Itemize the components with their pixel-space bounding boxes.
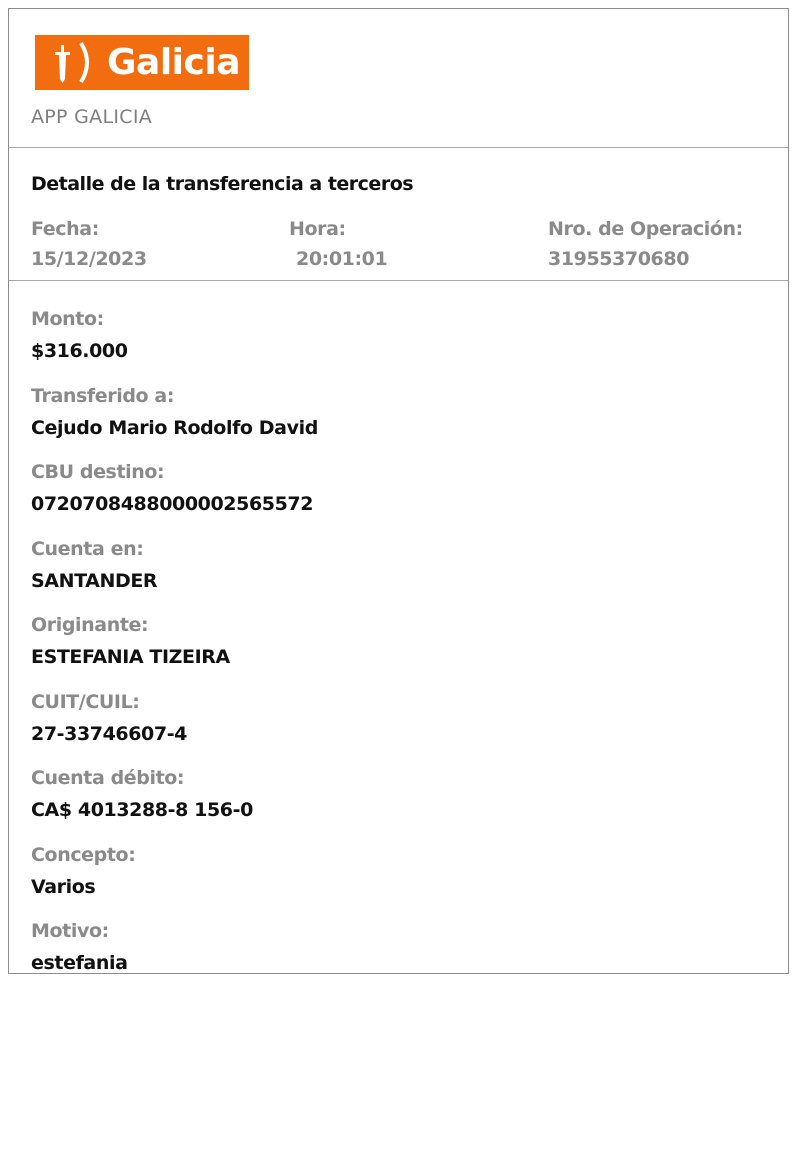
operacion-label: Nro. de Operación: [548,218,743,240]
field-value: $316.000 [31,340,128,362]
receipt-card [8,8,789,974]
app-name: APP GALICIA [31,106,153,128]
field-label: Cuenta débito: [31,767,185,789]
divider [9,147,788,148]
field-value: SANTANDER [31,569,158,592]
logo-wordmark: Galicia [107,42,240,83]
divider [9,280,788,281]
meta-operacion [548,218,743,270]
field-value: ESTEFANIA TIZEIRA [31,646,230,668]
field-cuenta-debito [31,766,318,843]
field-value: Varios [31,875,96,898]
field-label: CBU destino: [31,461,165,483]
field-value: estefania [31,952,128,974]
field-value: 27-33746607-4 [31,722,187,745]
field-value: Cejudo Mario Rodolfo David [31,416,318,439]
field-transferido-a [31,384,318,461]
hora-label: Hora: [289,218,346,240]
field-cbu-destino [31,460,318,537]
field-originante [31,613,318,690]
galicia-logo [35,35,249,90]
field-monto [31,307,318,384]
field-label: Originante: [31,614,149,636]
operacion-value: 31955370680 [548,248,690,270]
fecha-label: Fecha: [31,218,99,240]
page-title: Detalle de la transferencia a terceros [31,173,414,195]
field-label: Cuenta en: [31,537,144,560]
field-cuit-cuil [31,690,318,767]
field-cuenta-en [31,537,318,614]
field-value: 0720708488000002565572 [31,493,314,515]
hora-value: 20:01:01 [296,248,388,270]
field-label: Motivo: [31,920,109,942]
field-label: Transferido a: [31,384,175,407]
field-label: Monto: [31,308,104,330]
field-value: CA$ 4013288-8 156-0 [31,799,253,821]
fecha-value: 15/12/2023 [31,248,147,270]
detail-fields [31,307,318,996]
field-label: Concepto: [31,843,136,866]
meta-fecha [31,218,147,270]
field-concepto [31,843,318,920]
galicia-cross-icon [35,35,93,90]
meta-hora [289,218,387,270]
field-label: CUIT/CUIL: [31,690,140,713]
field-motivo [31,919,318,996]
